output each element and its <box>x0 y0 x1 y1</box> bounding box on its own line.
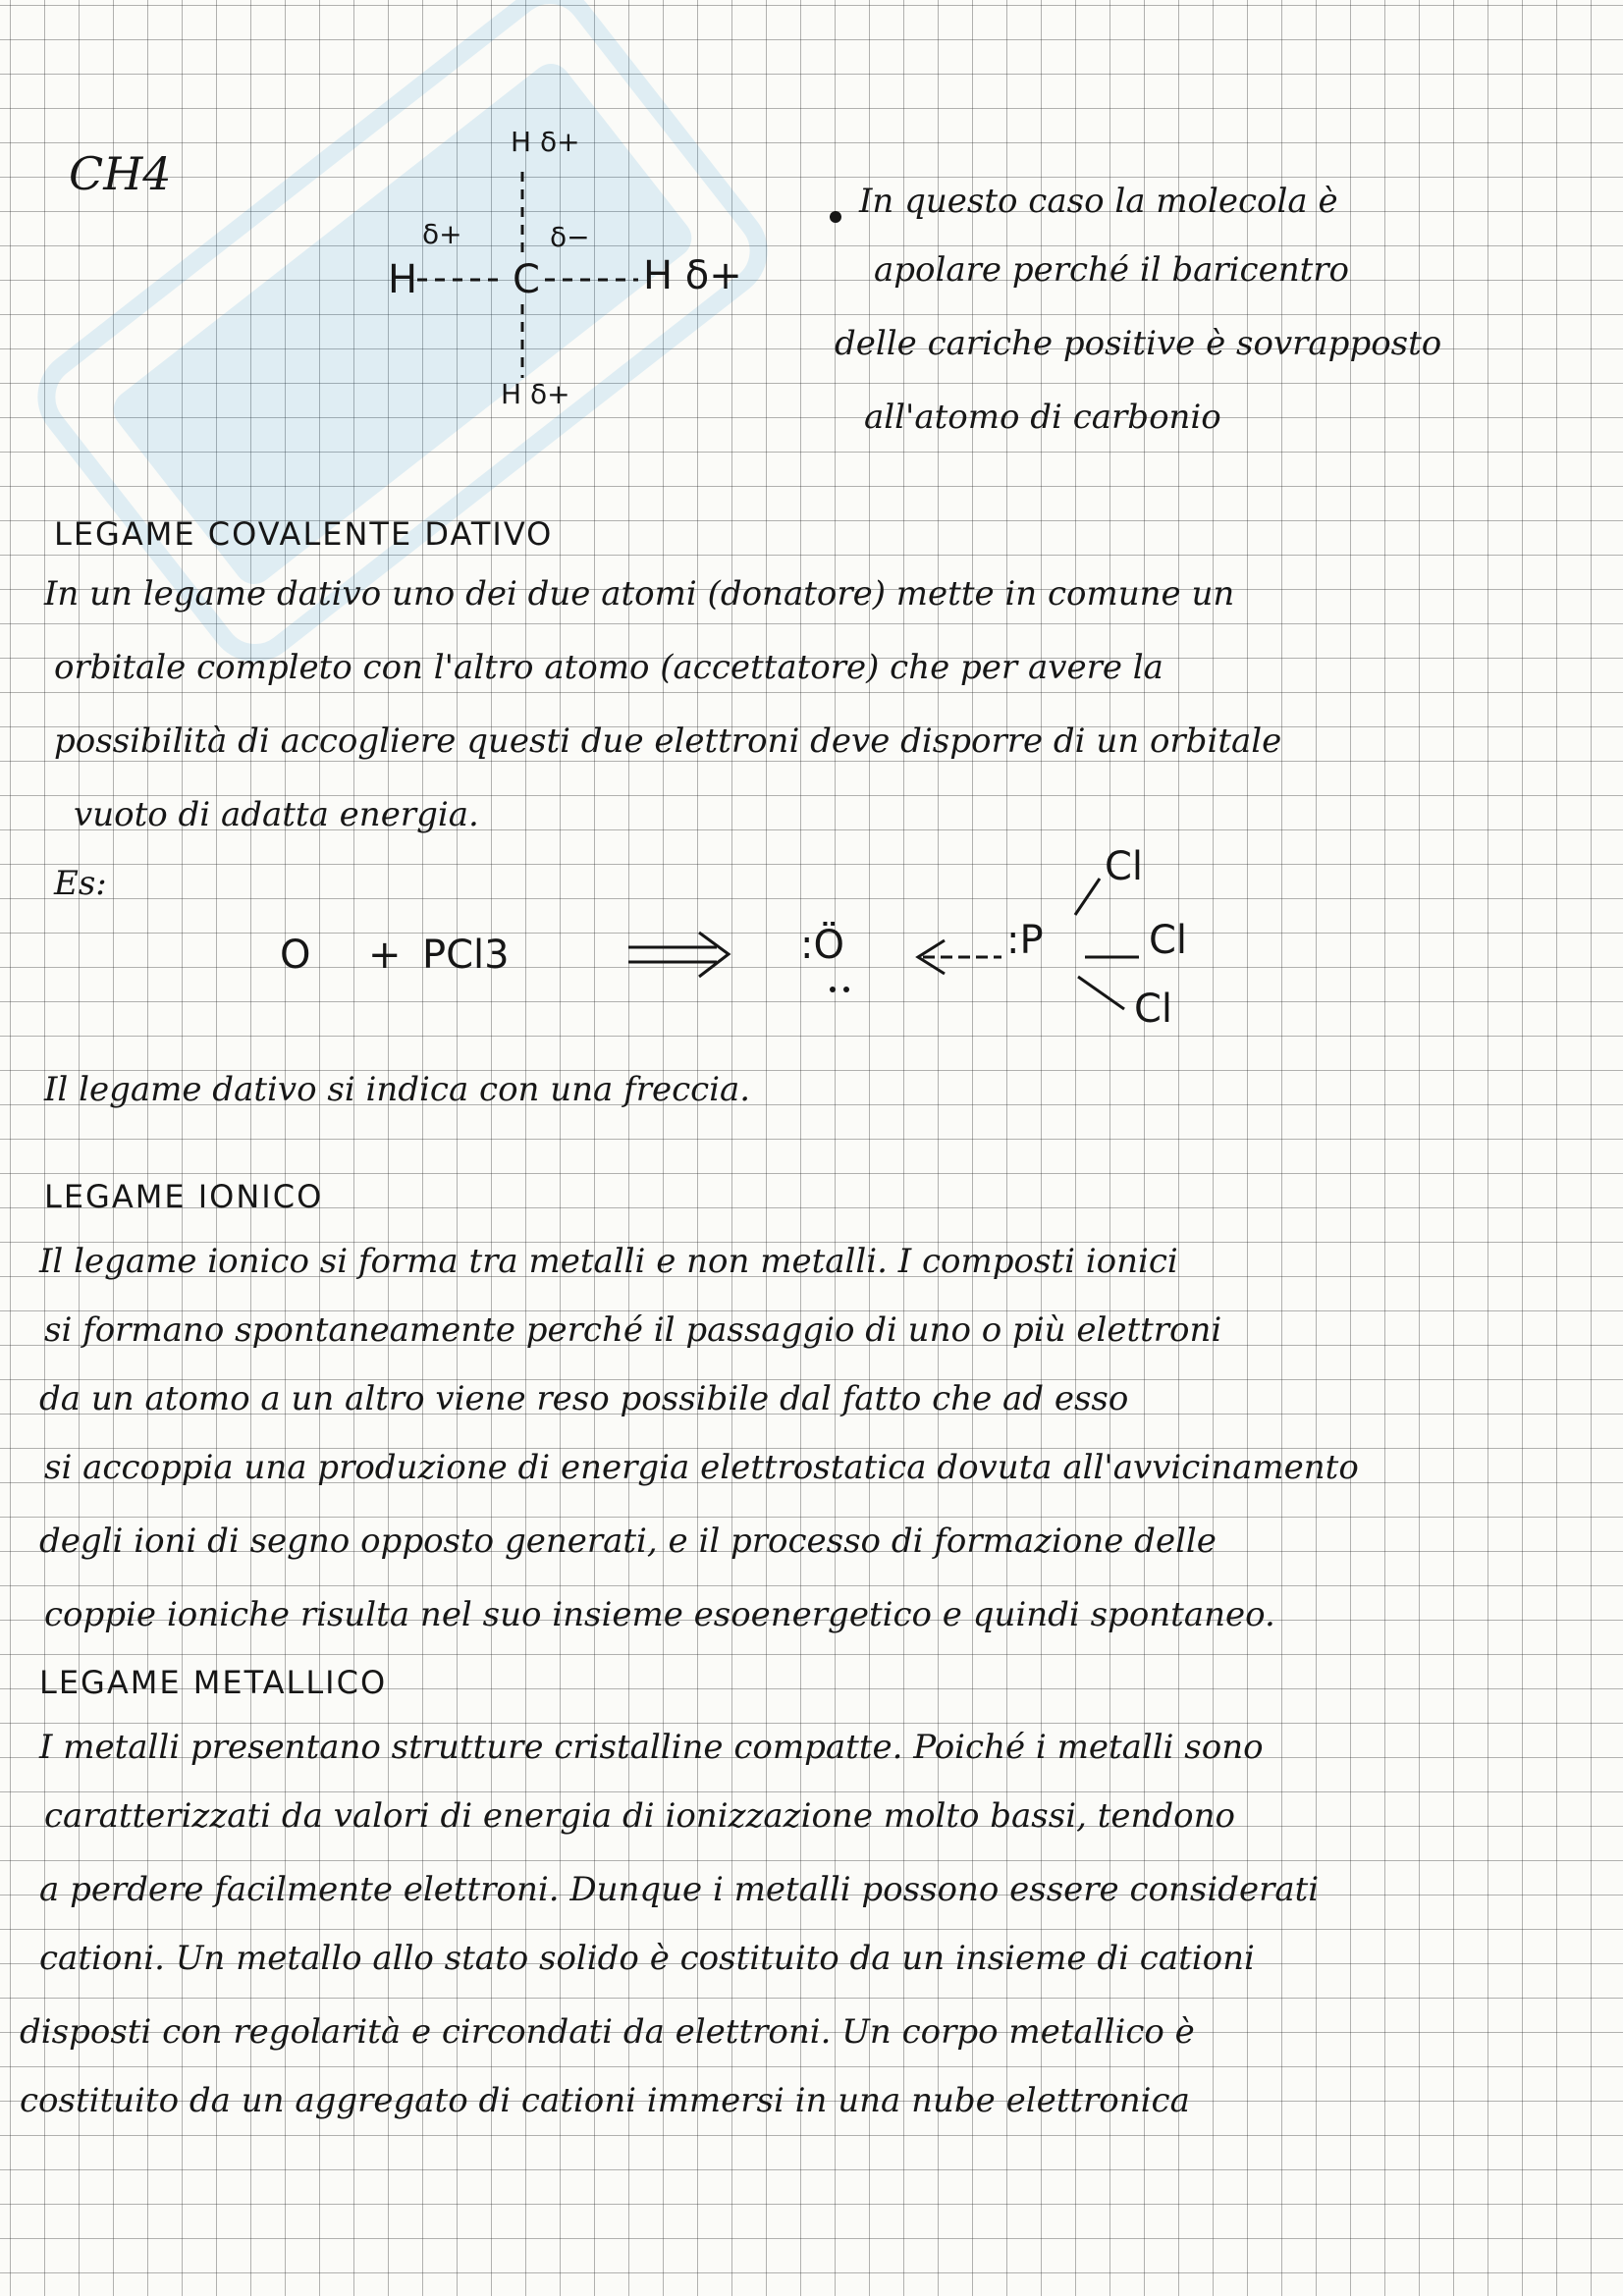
product-p: :P <box>1006 918 1044 963</box>
dativo-reaction-marks <box>0 825 1623 1060</box>
dativo-line: In un legame dativo uno dei due atomi (donatore) mette in comune un <box>44 574 1235 614</box>
methane-note-line: In questo caso la molecola è <box>859 182 1338 221</box>
methane-h-top: H δ+ <box>511 126 580 158</box>
note-bullet <box>830 211 841 223</box>
methane-h-right: H δ+ <box>643 253 742 298</box>
methane-c-delta: δ− <box>550 221 590 253</box>
metallico-line: a perdere facilmente elettroni. Dunque i metalli possono essere considerati <box>39 1870 1320 1909</box>
dativo-line: possibilità di accogliere questi due elettroni deve disporre di un orbitale <box>54 721 1282 761</box>
methane-note-line: delle cariche positive è sovrapposto <box>835 324 1442 363</box>
heading-metallico: LEGAME METALLICO <box>39 1664 388 1701</box>
reactant-pcl3: PCl3 <box>422 933 510 978</box>
chlorine-top: Cl <box>1105 844 1144 889</box>
methane-note-line: apolare perché il baricentro <box>874 250 1350 290</box>
methane-formula: CH4 <box>69 147 172 200</box>
reactant-o: O <box>280 933 311 978</box>
plus-sign: + <box>368 933 402 978</box>
heading-dativo: LEGAME COVALENTE DATIVO <box>54 515 554 553</box>
methane-h-left-delta: δ+ <box>422 218 462 250</box>
metallico-line: caratterizzati da valori di energia di ionizzazione molto bassi, tendono <box>44 1796 1235 1836</box>
methane-h-left: H <box>388 257 418 302</box>
methane-h-bottom: H δ+ <box>501 378 570 410</box>
ionico-line: Il legame ionico si forma tra metalli e non metalli. I composti ionici <box>39 1242 1178 1281</box>
methane-c: C <box>513 257 540 302</box>
heading-ionico: LEGAME IONICO <box>44 1178 324 1215</box>
metallico-line: I metalli presentano strutture cristalline compatte. Poiché i metalli sono <box>39 1728 1264 1767</box>
ionico-line: si accoppia una produzione di energia elettrostatica dovuta all'avvicinamento <box>44 1448 1359 1487</box>
dativo-note: Il legame dativo si indica con una freccia. <box>44 1070 751 1109</box>
metallico-line: cationi. Un metallo allo stato solido è costituito da un insieme di cationi <box>39 1939 1255 1978</box>
ionico-line: degli ioni di segno opposto generati, e il processo di formazione delle <box>39 1522 1217 1561</box>
chlorine-mid: Cl <box>1149 918 1188 963</box>
example-label: Es: <box>54 864 107 903</box>
dativo-line: vuoto di adatta energia. <box>74 795 479 834</box>
ionico-line: coppie ioniche risulta nel suo insieme esoenergetico e quindi spontaneo. <box>44 1595 1275 1634</box>
methane-note-line: all'atomo di carbonio <box>864 398 1221 437</box>
metallico-line: costituito da un aggregato di cationi immersi in una nube elettronica <box>20 2081 1190 2120</box>
ionico-line: da un atomo a un altro viene reso possibile dal fatto che ad esso <box>39 1379 1129 1418</box>
dativo-line: orbitale completo con l'altro atomo (accettatore) che per avere la <box>54 648 1163 687</box>
ionico-line: si formano spontaneamente perché il passaggio di uno o più elettroni <box>44 1310 1222 1350</box>
methane-bonds <box>0 0 1623 589</box>
product-o: :Ö <box>800 923 844 968</box>
metallico-line: disposti con regolarità e circondati da elettroni. Un corpo metallico è <box>20 2012 1195 2052</box>
chlorine-bottom: Cl <box>1134 987 1173 1032</box>
